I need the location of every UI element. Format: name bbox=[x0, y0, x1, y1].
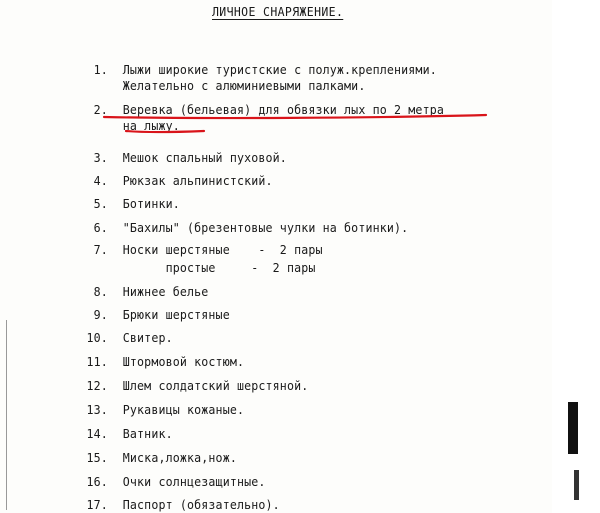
item-number: 17. bbox=[86, 497, 108, 512]
item-text: Нижнее белье bbox=[122, 284, 209, 299]
document-title: ЛИЧНОЕ СНАРЯЖЕНИЕ. bbox=[212, 4, 344, 19]
item-text: Желательно с алюминиевыми палками. bbox=[122, 78, 366, 93]
item-text: Мешок спальный пуховой. bbox=[122, 150, 287, 165]
item-text: "Бахилы" (брезентовые чулки на ботинки). bbox=[122, 220, 409, 235]
item-number: 3. bbox=[93, 150, 108, 165]
scan-edge-mark bbox=[568, 402, 578, 454]
item-number: 14. bbox=[86, 426, 108, 441]
red-underline-stroke-2 bbox=[126, 131, 204, 132]
item-number: 15. bbox=[86, 450, 108, 465]
item-text: Свитер. bbox=[122, 330, 173, 345]
item-number: 4. bbox=[93, 173, 108, 188]
scan-edge-mark bbox=[574, 470, 579, 500]
red-underline-stroke-1 bbox=[104, 115, 486, 118]
item-text: Миска,ложка,нож. bbox=[122, 450, 237, 465]
item-number: 7. bbox=[93, 242, 108, 257]
item-number: 8. bbox=[93, 284, 108, 299]
scan-left-line bbox=[6, 320, 7, 510]
item-text: Рюкзак альпинистский. bbox=[122, 173, 273, 188]
item-number: 2. bbox=[93, 102, 108, 117]
item-text: Веревка (бельевая) для обвязки лых по 2 метра bbox=[122, 102, 444, 117]
item-text: Лыжи широкие туристские с полуж.креплениями. bbox=[122, 62, 437, 77]
item-text: на лыжу. bbox=[122, 118, 180, 133]
item-number: 11. bbox=[86, 354, 108, 369]
item-number: 5. bbox=[93, 196, 108, 211]
item-number: 16. bbox=[86, 474, 108, 489]
item-text: простые - 2 пары bbox=[122, 260, 316, 275]
item-text: Рукавицы кожаные. bbox=[122, 402, 245, 417]
item-number: 12. bbox=[86, 378, 108, 393]
item-text: Очки солнцезащитные. bbox=[122, 474, 266, 489]
item-text: Шлем солдатский шерстяной. bbox=[122, 378, 309, 393]
item-text: Паспорт (обязательно). bbox=[122, 497, 280, 512]
item-number: 13. bbox=[86, 402, 108, 417]
item-number: 6. bbox=[93, 220, 108, 235]
item-text: Штормовой костюм. bbox=[122, 354, 245, 369]
item-number: 1. bbox=[93, 62, 108, 77]
item-text: Носки шерстяные - 2 пары bbox=[122, 242, 323, 257]
item-text: Ватник. bbox=[122, 426, 173, 441]
item-number: 9. bbox=[93, 307, 108, 322]
item-text: Ботинки. bbox=[122, 196, 180, 211]
item-text: Брюки шерстяные bbox=[122, 307, 230, 322]
item-number: 10. bbox=[86, 330, 108, 345]
